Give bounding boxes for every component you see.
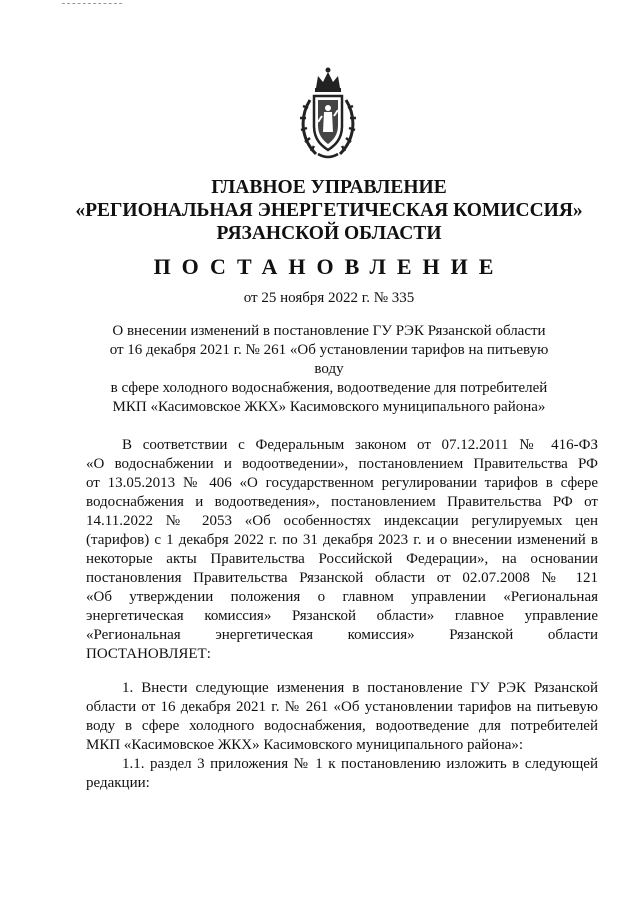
header-line: «РЕГИОНАЛЬНАЯ ЭНЕРГЕТИЧЕСКАЯ КОМИССИЯ» [75,200,583,221]
text-line: редакции: [86,775,150,791]
header-line: РЯЗАНСКОЙ ОБЛАСТИ [216,223,442,244]
subject-line: МКП «Касимовское ЖКХ» Касимовского муниципального района» [112,399,546,415]
item-1-paragraph [86,679,598,755]
header-line: ГЛАВНОЕ УПРАВЛЕНИЕ [211,177,447,198]
text-line: «Об утверждении положения о главном управлении «Региональная [86,589,598,605]
item-1-1-paragraph [86,755,598,793]
text-line: «Региональная энергетическая комиссия» Рязанской области [86,627,598,643]
text-line: ПОСТАНОВЛЯЕТ: [86,646,211,662]
text-line: В соответствии с Федеральным законом от 07.12.2011 № 416-ФЗ [122,437,598,453]
document-subject [94,322,564,417]
subject-line: О внесении изменений в постановление ГУ РЭК Рязанской области [112,323,546,339]
text-line: постановления Правительства Рязанской области от 02.07.2008 № 121 [86,570,598,586]
text-line: водоснабжения и водоотведения», постановлением Правительства РФ от [86,494,598,510]
date-and-number: от 25 ноября 2022 г. № 335 [243,290,415,306]
text-line: области от 16 декабря 2021 г. № 261 «Об установлении тарифов на питьевую [86,699,598,715]
subject-line: от 16 декабря 2021 г. № 261 «Об установлении тарифов на питьевую воду [109,342,549,377]
text-line: от 13.05.2013 № 406 «О государственном регулировании тарифов в сфере [86,475,598,491]
text-line: некоторые акты Правительства Российской Федерации», на основании [86,551,598,567]
text-line: 1. Внести следующие изменения в постановление ГУ РЭК Рязанской [122,680,598,696]
authority-header [60,176,598,245]
text-line: воду в сфере холодного водоснабжения, водоотведение для потребителей [86,718,598,734]
subject-line: в сфере холодного водоснабжения, водоотведение для потребителей [110,380,548,396]
text-line: энергетическая комиссия» Рязанской области» главное управление [86,608,598,624]
preamble-paragraph [86,436,598,664]
scan-artifact [62,3,122,7]
coat-of-arms-icon [296,66,360,162]
text-line: 14.11.2022 № 2053 «Об особенностях индексации регулируемых цен [86,513,598,529]
text-line: (тарифов) с 1 декабря 2022 г. по 31 декабря 2023 г. и о внесении изменений в [86,532,598,548]
text-line: «О водоснабжении и водоотведении», постановлением Правительства РФ [86,456,598,472]
text-line: 1.1. раздел 3 приложения № 1 к постановлению изложить в следующей [122,756,598,772]
document-type-title: ПОСТАНОВЛЕНИЕ [153,254,505,279]
document-body [86,436,598,793]
text-line: МКП «Касимовское ЖКХ» Касимовского муниципального района»: [86,737,524,753]
